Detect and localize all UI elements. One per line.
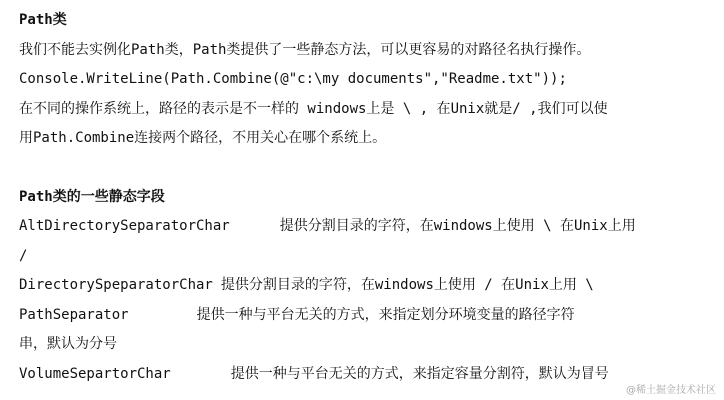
field-description-continuation: / [19, 247, 28, 264]
field-description-continuation: 串，默认为分号 [19, 336, 117, 352]
field-description: 提供分割目录的字符，在windows上使用 / 在Unix上用 \ [220, 277, 594, 293]
field-row-alt-directory-separator [19, 212, 709, 242]
section-heading-path-class: Path类 [19, 12, 67, 28]
field-description: 提供一种与平台无关的方式，来指定划分环境变量的路径字符 [196, 306, 575, 323]
field-name: AltDirectorySeparatorChar [19, 218, 230, 234]
intro-paragraph: 我们不能去实例化Path类，Path类提供了一些静态方法，可以更容易的对路径名执行操作。 [19, 41, 591, 58]
field-name: VolumeSepartorChar [19, 365, 171, 382]
field-row-volume-separator [19, 360, 709, 390]
field-row-path-separator [19, 301, 709, 331]
note-line-1: 在不同的操作系统上，路径的表示是不一样的 windows上是 \ , 在Unix就是/ ,我们可以使 [19, 100, 608, 117]
field-description: 提供一种与平台无关的方式，来指定容量分割符，默认为冒号 [230, 365, 609, 382]
field-description: 提供分割目录的字符，在windows上使用 \ 在Unix上用 [279, 218, 636, 234]
section-spacer [19, 154, 709, 183]
code-example: Console.WriteLine(Path.Combine(@"c:\my documents","Readme.txt")); [19, 71, 567, 87]
field-name: DirectorySpeparatorChar [19, 277, 213, 293]
section-heading-static-fields: Path类的一些静态字段 [19, 188, 165, 205]
field-name: PathSeparator [19, 306, 129, 323]
field-row-directory-separator [19, 271, 709, 301]
note-line-2: 用Path.Combine连接两个路径，不用关心在哪个系统上。 [19, 130, 387, 146]
watermark: @稀土掘金技术社区 [626, 385, 716, 396]
document-body [19, 0, 709, 389]
